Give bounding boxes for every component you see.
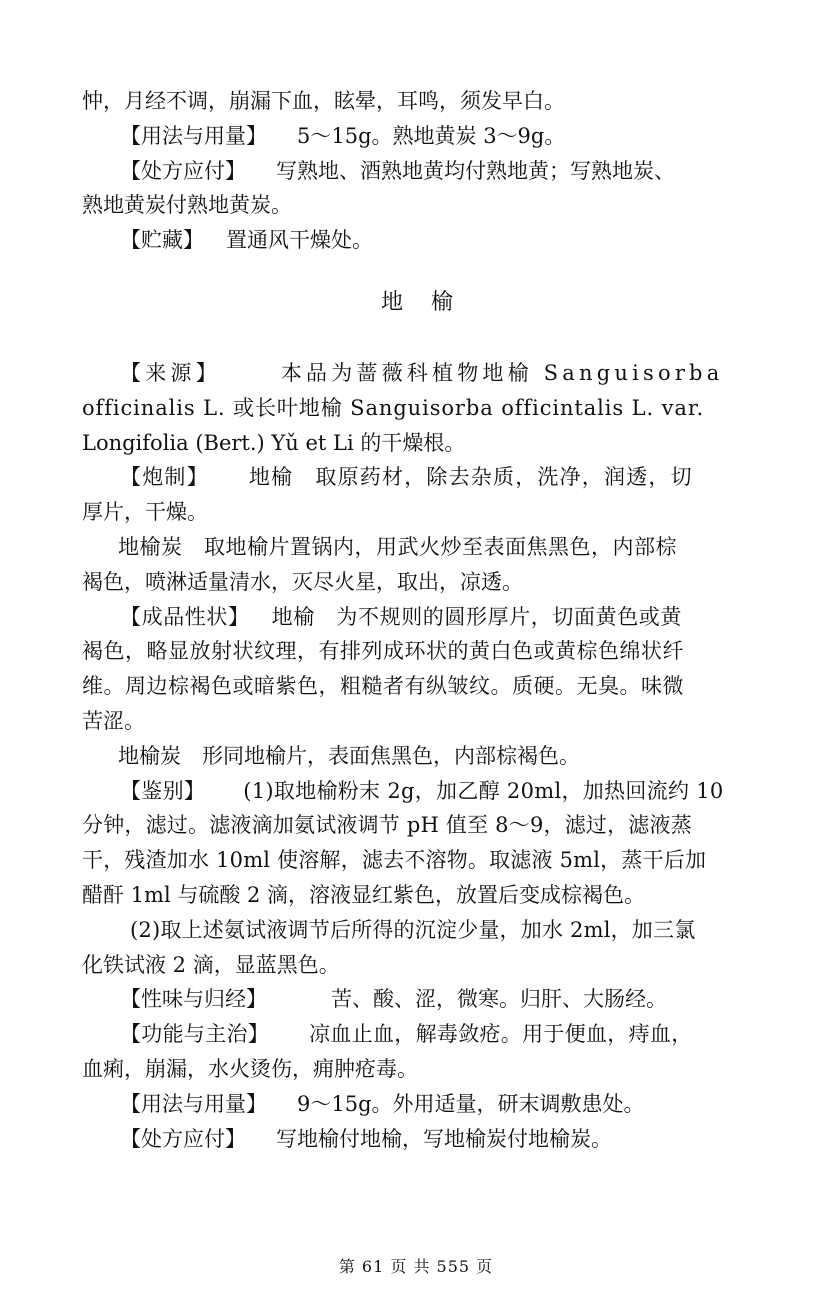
text-line — [82, 426, 752, 461]
section-label: 【用法与用量】 — [120, 1091, 267, 1116]
text-line — [82, 84, 752, 119]
section-text: 写地榆付地榆，写地榆炭付地榆炭。 — [276, 1126, 612, 1151]
paragraph-text: 维。周边棕褐色或暗紫色，粗糙者有纵皱纹。质硬。无臭。味微 — [82, 674, 684, 699]
text-line — [82, 704, 752, 739]
text-line — [82, 739, 752, 774]
section-label: 【处方应付】 — [120, 158, 246, 183]
section-text: 苦、酸、涩，微寒。归肝、大肠经。 — [331, 987, 667, 1012]
section-text: 写熟地、酒熟地黄均付熟地黄；写熟地炭、 — [276, 158, 675, 183]
text-line — [82, 948, 752, 983]
function-row — [82, 1017, 752, 1052]
section-text: 置通风干燥处。 — [226, 228, 373, 253]
paragraph-text: officinalis L. 或长叶地榆 Sanguisorba officintalis L. var. — [82, 395, 705, 420]
section-text: 9～15g。外用适量，研末调敷患处。 — [297, 1091, 645, 1116]
source-row — [82, 356, 752, 391]
paragraph-text: 熟地黄炭付熟地黄炭。 — [82, 193, 292, 218]
identification-row — [82, 774, 752, 809]
paragraph-text: 苦涩。 — [82, 708, 145, 733]
text-line — [82, 530, 752, 565]
paragraph-text: 分钟，滤过。滤液滴加氨试液调节 pH 值至 8～9，滤过，滤液蒸 — [82, 813, 692, 838]
section-label: 【用法与用量】 — [120, 123, 267, 148]
paragraph-text: 化铁试液 2 滴，显蓝黑色。 — [82, 952, 340, 977]
paragraph-text: 血痢，崩漏，水火烫伤，痈肿疮毒。 — [82, 1056, 418, 1081]
title-char: 榆 — [431, 289, 454, 315]
usage-dosage-row — [82, 119, 752, 154]
section-label: 【成品性状】 — [120, 604, 250, 629]
prescription-row — [82, 154, 752, 189]
text-line — [82, 634, 752, 669]
text-line — [82, 495, 752, 530]
text-line — [82, 188, 752, 223]
section-text: 地榆 取原药材，除去杂质，洗净，润透，切 — [248, 465, 693, 490]
section-label: 【炮制】 — [120, 465, 209, 490]
processing-row — [82, 460, 752, 495]
section-label: 【功能与主治】 — [120, 1022, 270, 1047]
paragraph-text: (2)取上述氨试液调节后所得的沉淀少量，加水 2ml，加三氯 — [130, 917, 696, 942]
page-footer: 第 61 页 共 555 页 — [338, 1257, 494, 1276]
text-line — [82, 843, 752, 878]
text-line — [82, 913, 752, 948]
text-line — [82, 669, 752, 704]
section-label: 【鉴别】 — [120, 778, 206, 803]
text-line — [82, 1052, 752, 1087]
section-label: 【来源】 — [120, 360, 221, 385]
paragraph-text: 忡，月经不调，崩漏下血，眩晕，耳鸣，须发早白。 — [82, 89, 565, 113]
section-text: 5～15g。熟地黄炭 3～9g。 — [297, 123, 566, 148]
paragraph-text: Longifolia (Bert.) Yǔ et Li 的干燥根。 — [82, 430, 466, 455]
storage-row — [82, 223, 752, 258]
paragraph-text: 地榆炭 形同地榆片，表面焦黑色，内部棕褐色。 — [118, 743, 580, 768]
section-text: 本品为蔷薇科植物地榆 Sanguisorba — [280, 360, 724, 385]
paragraph-text: 干，残渣加水 10ml 使溶解，滤去不溶物。取滤液 5ml，蒸干后加 — [82, 848, 707, 873]
paragraph-text: 地榆炭 取地榆片置锅内，用武火炒至表面焦黑色，内部棕 — [118, 534, 677, 559]
prescription-row — [82, 1122, 752, 1157]
monograph-title — [82, 286, 752, 320]
section-text: (1)取地榆粉末 2g，加乙醇 20ml，加热回流约 10 — [243, 778, 724, 803]
character-row — [82, 600, 752, 635]
text-line — [82, 878, 752, 913]
paragraph-text: 褐色，略显放射状纹理，有排列成环状的黄白色或黄棕色绵状纤 — [82, 639, 684, 664]
section-text: 地榆 为不规则的圆形厚片，切面黄色或黄 — [271, 604, 683, 629]
text-line — [82, 391, 752, 426]
page-body — [82, 84, 752, 1156]
paragraph-text: 醋酐 1ml 与硫酸 2 滴，溶液显红紫色，放置后变成棕褐色。 — [82, 882, 646, 907]
section-label: 【处方应付】 — [120, 1126, 246, 1151]
section-label: 【贮藏】 — [120, 228, 204, 253]
title-char: 地 — [380, 289, 403, 315]
text-line — [82, 808, 752, 843]
usage-row — [82, 1087, 752, 1122]
section-text: 凉血止血，解毒敛疮。用于便血，痔血， — [309, 1022, 693, 1047]
text-line — [82, 565, 752, 600]
nature-row — [82, 982, 752, 1017]
paragraph-text: 厚片，干燥。 — [82, 500, 208, 525]
paragraph-text: 褐色，喷淋适量清水，灭尽火星，取出，凉透。 — [82, 569, 523, 594]
section-label: 【性味与归经】 — [120, 987, 267, 1012]
